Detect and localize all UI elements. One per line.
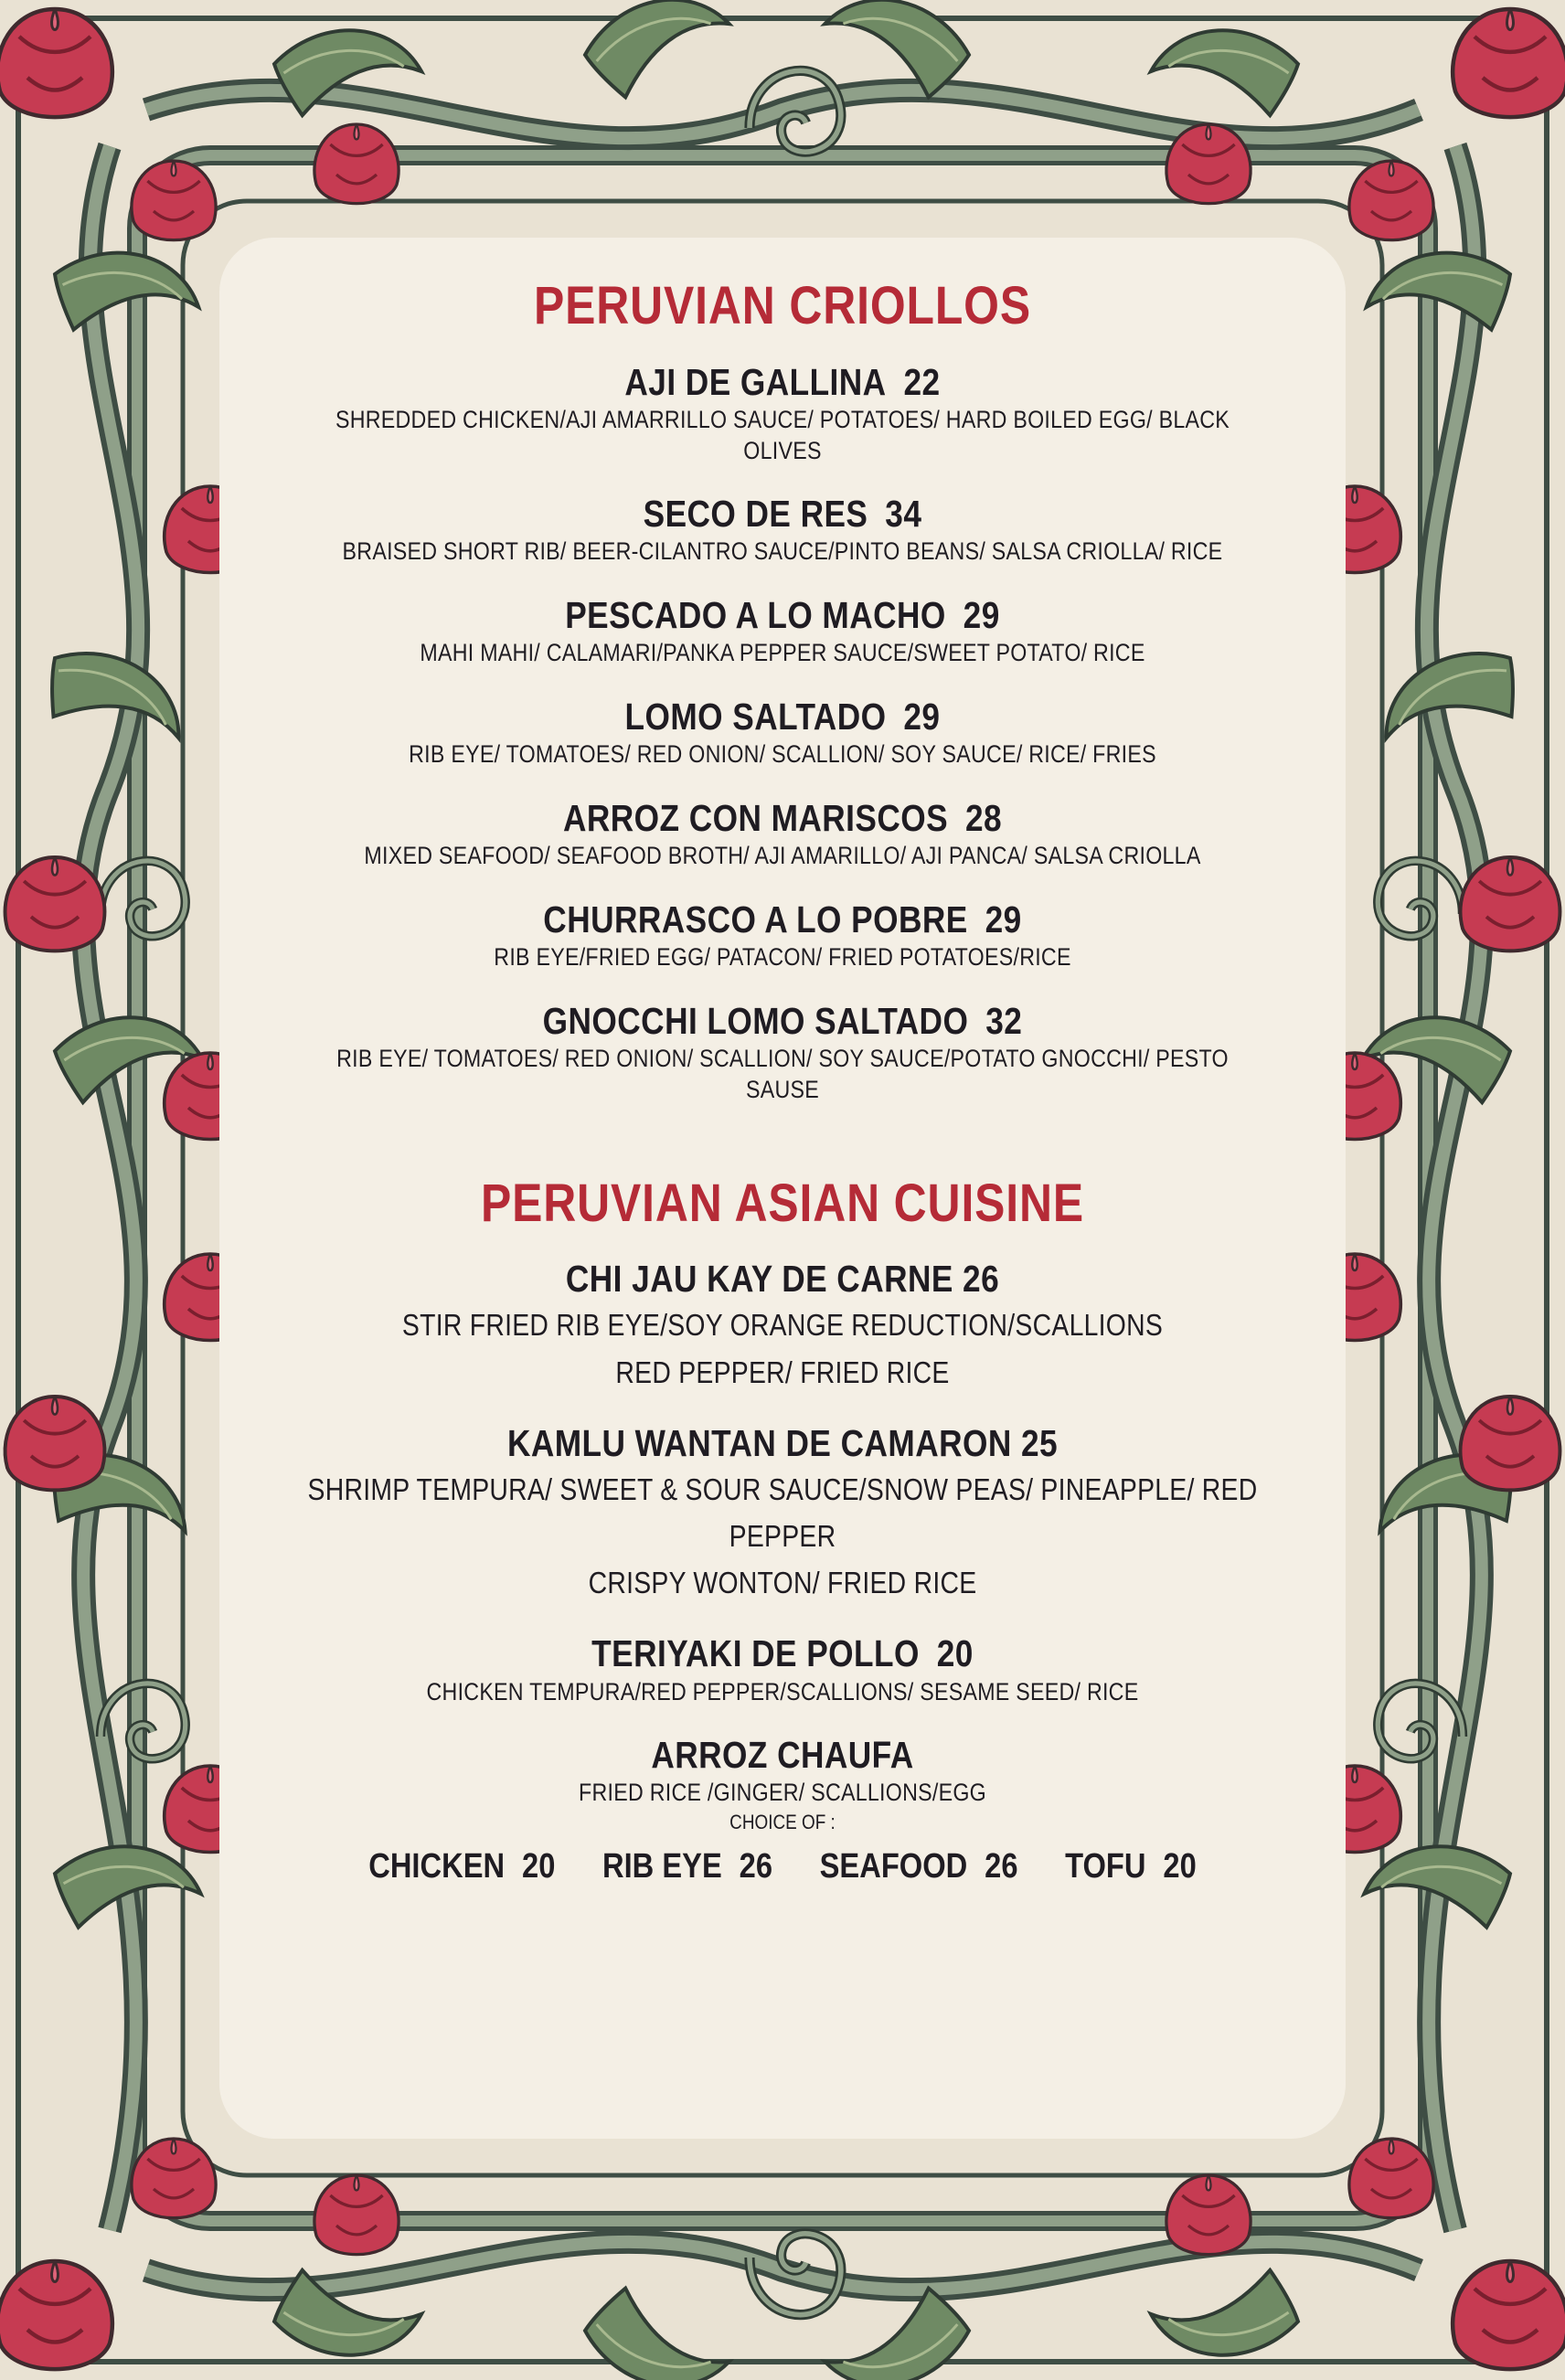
- item-price: 28: [964, 797, 1003, 840]
- item-description: SHRIMP TEMPURA/ SWEET & SOUR SAUCE/SNOW PEAS/ PINEAPPLE/ RED PEPPER CRISPY WONTON/ FRIED RICE: [307, 1472, 1258, 1600]
- item-name: TERIYAKI DE POLLO: [591, 1632, 920, 1675]
- menu-item: [219, 492, 1346, 568]
- choice-option: CHICKEN 20: [368, 1847, 556, 1886]
- item-price: 29: [963, 594, 1000, 637]
- item-name: GNOCCHI LOMO SALTADO: [542, 999, 969, 1042]
- item-price: 20: [936, 1632, 974, 1675]
- item-price: 34: [885, 493, 922, 536]
- item-description: SHREDDED CHICKEN/AJI AMARRILLO SAUCE/ POTATOES/ HARD BOILED EGG/ BLACK OLIVES: [335, 405, 1230, 464]
- item-description: RIB EYE/FRIED EGG/ PATACON/ FRIED POTATOES/RICE: [494, 943, 1071, 972]
- choice-list: [298, 1847, 1267, 1886]
- menu-item: [219, 796, 1346, 872]
- menu-item: [219, 360, 1346, 467]
- choice-option: RIB EYE 26: [602, 1847, 773, 1886]
- item-description: MAHI MAHI/ CALAMARI/PANKA PEPPER SAUCE/SWEET POTATO/ RICE: [420, 639, 1145, 667]
- menu-item: [219, 898, 1346, 973]
- item-name: CHURRASCO A LO POBRE: [543, 898, 968, 941]
- item-price: 29: [903, 696, 941, 738]
- item-description: RIB EYE/ TOMATOES/ RED ONION/ SCALLION/ SOY SAUCE/POTATO GNOCCHI/ PESTO SAUSE: [336, 1045, 1229, 1103]
- menu-item: [219, 1421, 1346, 1607]
- menu-item: [219, 999, 1346, 1106]
- item-price: 22: [903, 360, 941, 403]
- item-price: 29: [985, 898, 1022, 941]
- item-description: MIXED SEAFOOD/ SEAFOOD BROTH/ AJI AMARILLO/ AJI PANCA/ SALSA CRIOLLA: [364, 842, 1201, 870]
- choice-label: CHOICE OF :: [729, 1811, 836, 1834]
- item-name: AJI DE GALLINA: [624, 360, 887, 403]
- menu-item: [219, 1733, 1346, 1886]
- menu-item: [219, 1631, 1346, 1707]
- menu-item: [219, 593, 1346, 669]
- item-description: RIB EYE/ TOMATOES/ RED ONION/ SCALLION/ SOY SAUCE/ RICE/ FRIES: [409, 740, 1156, 769]
- item-name: CHI JAU KAY DE CARNE 26: [565, 1258, 1000, 1301]
- item-description: CHICKEN TEMPURA/RED PEPPER/SCALLIONS/ SESAME SEED/ RICE: [426, 1677, 1139, 1705]
- choice-option: SEAFOOD 26: [819, 1847, 1018, 1886]
- item-description: BRAISED SHORT RIB/ BEER-CILANTRO SAUCE/PINTO BEANS/ SALSA CRIOLLA/ RICE: [342, 537, 1223, 566]
- item-name: ARROZ CON MARISCOS: [562, 797, 949, 840]
- item-name: SECO DE RES: [643, 493, 868, 536]
- section-title-asian: PERUVIAN ASIAN CUISINE: [480, 1173, 1085, 1233]
- section-title-criollos: PERUVIAN CRIOLLOS: [534, 276, 1031, 335]
- item-description: STIR FRIED RIB EYE/SOY ORANGE REDUCTION/SCALLIONS RED PEPPER/ FRIED RICE: [401, 1308, 1164, 1389]
- item-name: LOMO SALTADO: [624, 696, 887, 738]
- item-description: FRIED RICE /GINGER/ SCALLIONS/EGG: [579, 1779, 986, 1807]
- item-name: KAMLU WANTAN DE CAMARON 25: [506, 1421, 1059, 1464]
- item-price: 32: [985, 999, 1023, 1042]
- menu-item: [219, 695, 1346, 770]
- menu-item: [219, 1257, 1346, 1395]
- item-name: PESCADO A LO MACHO: [565, 594, 946, 637]
- item-name: ARROZ CHAUFA: [651, 1734, 914, 1777]
- choice-option: TOFU 20: [1065, 1847, 1197, 1886]
- menu-content: [219, 274, 1346, 2084]
